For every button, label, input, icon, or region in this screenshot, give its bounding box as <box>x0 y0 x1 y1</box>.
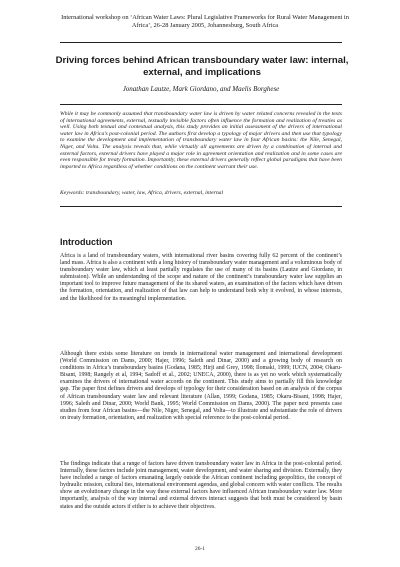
workshop-header-note: International workshop on ‘African Water Laws: Plural Legislative Frameworks for Rural Water Management in Africa’, 26-28 January 2005, Johannesburg, South Africa <box>61 14 349 29</box>
body-paragraph-3: The findings indicate that a range of factors have driven transboundary water law in Africa in the post-colonial period. Internally, these factors include joint management, water development, and water sharing and division. Externally, they have included a range of factors emanating largely outside the African continent including geopolitics, the concept of hydraulic mission, cultural ties, international environment agendas, and global concern with water conflicts. The results show an evolutionary change in the way these external factors have influenced African transboundary water law. More importantly, analysis of the way internal and external drivers interact suggests that both must be considered by basin states and the outside actors if either is to achieve their objectives. <box>60 461 342 510</box>
paper-title: Driving forces behind African transboundary water law: internal, external, and implications <box>55 55 349 78</box>
abstract-top-rule <box>60 104 342 105</box>
abstract: While it may be commonly assumed that transboundary water law is driven by water related concerns revealed in the texts of international agreements, external, textually invisible factors often influence the formation and realization of treaties as well. Using both textual and contextual analysis, this study provides an initial assessment of the drivers of international water law in Africa’s post-colonial period. The authors first develop a typology of major drivers and then use that typology to examine the development and implementation of transboundary water law in four African basins: the Nile, Senegal, Niger, and Volta. The analysis reveals that, while virtually all agreements are driven by a combination of internal and external factors, external drivers have played a major role in agreement orientation and realization and in some cases are even responsible for treaty formation. Importantly, these external drivers generally reflect global paradigms that have been imported to Africa regardless of whether conditions on the continent warrant their use. <box>60 111 342 170</box>
keywords: Keywords: transboundary, water, law, Africa, drivers, external, internal <box>60 190 224 196</box>
top-rule <box>60 42 342 43</box>
body-paragraph-1: Africa is a land of transboundary waters, with international river basins covering fully 62 percent of the continent’s land mass. Africa is also a continent with a long history of transboundary water management and a voluminous body of transboundary water law, which at least partially regulates the use of many of its basins (Lautze and Giordano, in submission). While an understanding of the scope and nature of the continent’s transboundary water law supplies an important tool to improve future management of the its shared waters, an examination of the factors which have driven the formation, orientation, and realization of that law can help to understand both why it evolved, in whose interests, and the likelihood for its meaningful implementation. <box>60 253 342 302</box>
author-list: Jonathan Lautze, Mark Giordano, and Maelis Borghese <box>122 85 280 93</box>
abstract-bottom-rule <box>60 206 342 207</box>
page-number: 26-1 <box>194 546 206 552</box>
section-heading-introduction: Introduction <box>60 237 113 247</box>
body-paragraph-2: Although there exists some literature on trends in international water management and international development (World Commission on Dams, 2000; Hajer, 1996; Saleth and Dinar, 2000) and a growing body of research on conditions in Africa’s transboundary basins (Godana, 1985; Hirji and Grey, 1998; Ilomaki, 1999; IUCN, 2004; Okaru-Bisant, 1998; Rangely et al, 1994; Sadoff et al., 2002; UNECA, 2000), there is as yet no work which systematically examines the drivers of international water accords on the continent. This study aims to partially fill this knowledge gap. The paper first defines drivers and develops of typology for their consideration based on an analysis of the corpus of African transboundary water law and relevant literature (Allan, 1999; Godana, 1985; Okaru-Bisant, 1998; Hajer, 1996; Saleth and Dinar, 2000; World Bank, 1995; World Commission on Dams, 2000). The paper next presents case studies from four African basins—the Nile, Niger, Senegal, and Volta—to illustrate and substantiate the role of drivers on treaty formation, orientation, and realization with special reference to the post-colonial period. <box>60 351 342 421</box>
